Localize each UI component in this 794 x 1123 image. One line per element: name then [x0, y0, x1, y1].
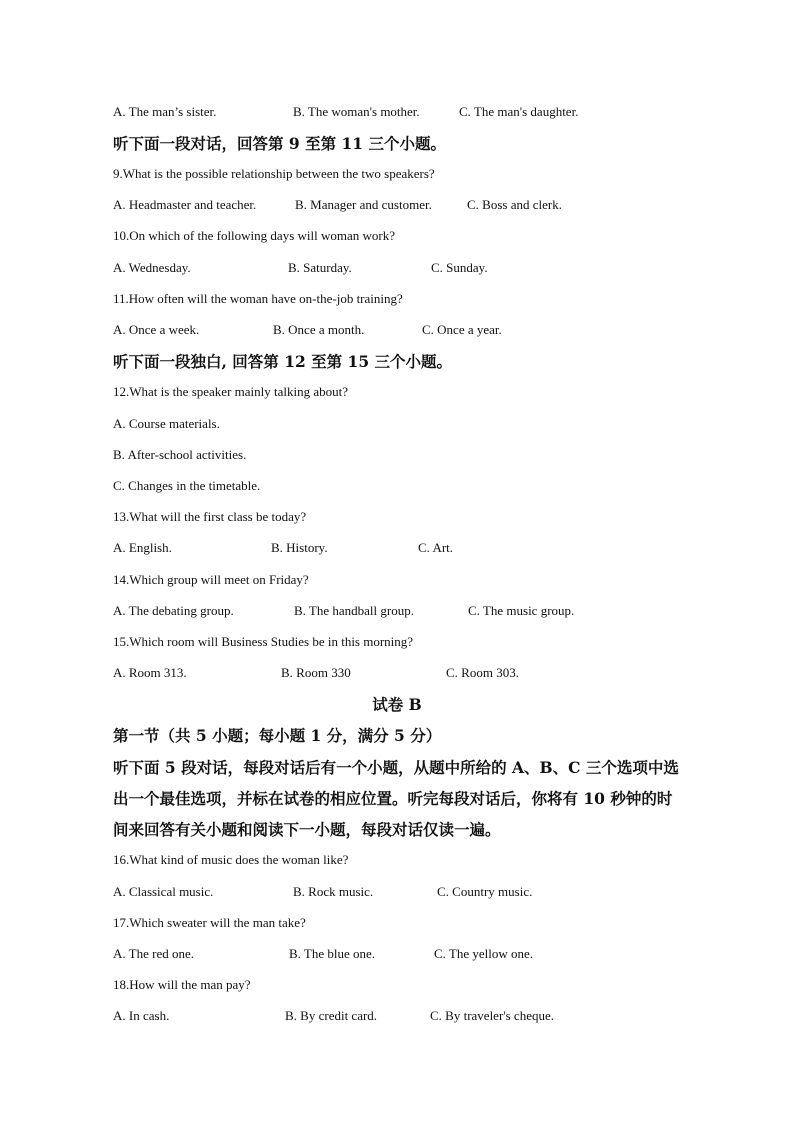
q12-option-c: C. Changes in the timetable.: [113, 478, 261, 493]
q16-option-c: C. Country music.: [437, 884, 533, 899]
q18-option-c: C. By traveler's cheque.: [430, 1008, 554, 1023]
paper-b-title: 试卷 B: [372, 695, 422, 714]
q16-option-b: B. Rock music.: [293, 884, 374, 899]
q14-option-b: B. The handball group.: [294, 603, 414, 618]
question-14: 14.Which group will meet on Friday?: [113, 572, 309, 587]
section-heading-9-11: 听下面一段对话，回答第 9 至第 11 三个小题。: [113, 134, 446, 153]
question-16: 16.What kind of music does the woman like?: [113, 852, 349, 867]
q8-option-c: C. The man's daughter.: [459, 104, 579, 119]
q9-option-c: C. Boss and clerk.: [467, 197, 562, 212]
section-1-title: 第一节（共 5 小题；每小题 1 分，满分 5 分）: [113, 726, 442, 745]
q15-option-c: C. Room 303.: [446, 665, 519, 680]
section-heading-12-15: 听下面一段独白, 回答第 12 至第 15 三个小题。: [113, 352, 453, 371]
q9-option-a: A. Headmaster and teacher.: [113, 197, 257, 212]
q15-option-b: B. Room 330: [281, 665, 351, 680]
q13-option-b: B. History.: [271, 540, 328, 555]
q18-option-a: A. In cash.: [113, 1008, 170, 1023]
instruction-line-1: 听下面 5 段对话，每段对话后有一个小题，从题中所给的 A、B、C 三个选项中选: [113, 758, 679, 777]
q10-option-a: A. Wednesday.: [113, 260, 191, 275]
question-12: 12.What is the speaker mainly talking about?: [113, 384, 349, 399]
q11-option-b: B. Once a month.: [273, 322, 365, 337]
question-18: 18.How will the man pay?: [113, 977, 251, 992]
q12-option-b: B. After-school activities.: [113, 447, 247, 462]
instruction-line-2: 出一个最佳选项，并标在试卷的相应位置。听完每段对话后，你将有 10 秒钟的时: [113, 789, 673, 808]
question-17: 17.Which sweater will the man take?: [113, 915, 306, 930]
question-9: 9.What is the possible relationship between the two speakers?: [113, 166, 435, 181]
q18-option-b: B. By credit card.: [285, 1008, 378, 1023]
q8-option-b: B. The woman's mother.: [293, 104, 420, 119]
instruction-line-3: 间来回答有关小题和阅读下一小题，每段对话仅读一遍。: [113, 820, 501, 839]
q12-option-a: A. Course materials.: [113, 416, 220, 431]
q10-option-c: C. Sunday.: [431, 260, 488, 275]
question-15: 15.Which room will Business Studies be in this morning?: [113, 634, 414, 649]
q11-option-a: A. Once a week.: [113, 322, 200, 337]
q17-option-a: A. The red one.: [113, 946, 194, 961]
q10-option-b: B. Saturday.: [288, 260, 352, 275]
q9-option-b: B. Manager and customer.: [295, 197, 432, 212]
q8-option-a: A. The man’s sister.: [113, 104, 217, 119]
question-13: 13.What will the first class be today?: [113, 509, 307, 524]
q14-option-c: C. The music group.: [468, 603, 575, 618]
q17-option-b: B. The blue one.: [289, 946, 376, 961]
q11-option-c: C. Once a year.: [422, 322, 502, 337]
q13-option-c: C. Art.: [418, 540, 454, 555]
question-11: 11.How often will the woman have on-the-job training?: [113, 291, 403, 306]
q14-option-a: A. The debating group.: [113, 603, 234, 618]
q16-option-a: A. Classical music.: [113, 884, 214, 899]
question-10: 10.On which of the following days will woman work?: [113, 228, 395, 243]
q13-option-a: A. English.: [113, 540, 172, 555]
q17-option-c: C. The yellow one.: [434, 946, 534, 961]
q15-option-a: A. Room 313.: [113, 665, 187, 680]
